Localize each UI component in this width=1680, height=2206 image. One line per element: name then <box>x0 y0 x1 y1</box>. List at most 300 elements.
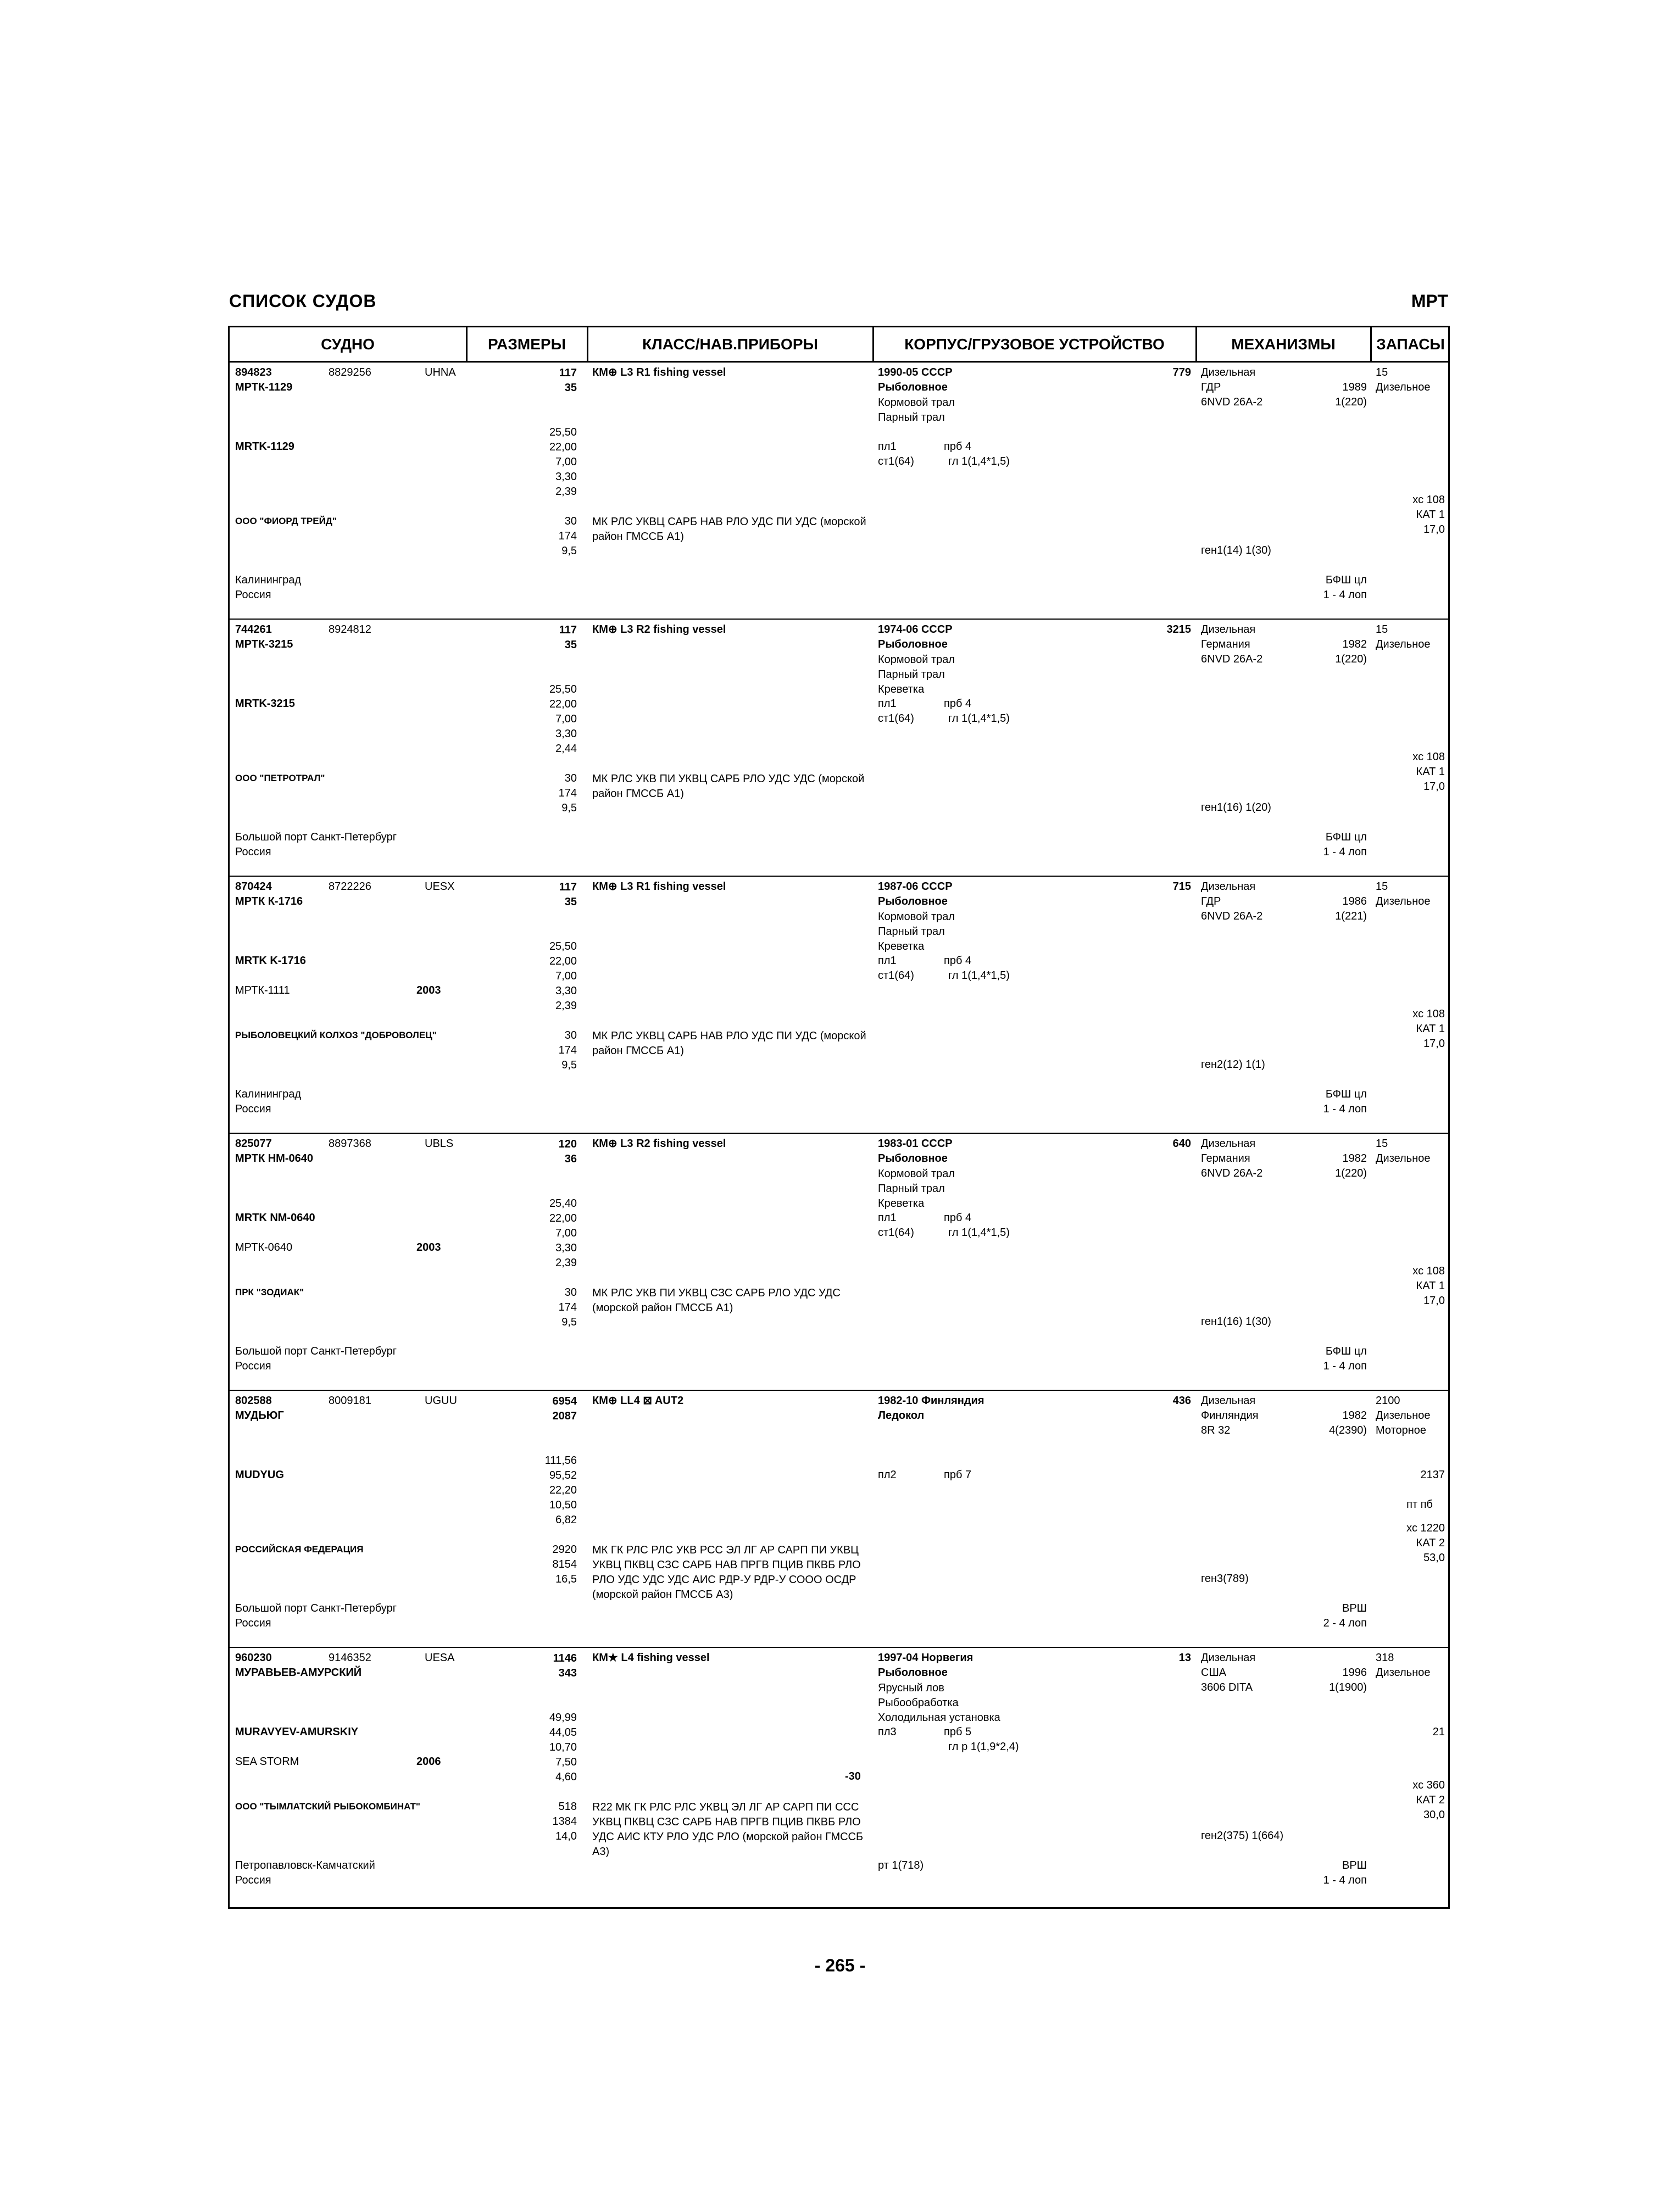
holds: ст1(64) <box>878 712 914 725</box>
engine-country: ГДР <box>1201 895 1221 907</box>
autonomy-list <box>1372 493 1445 537</box>
displacement: 174 <box>558 787 577 799</box>
vessel-record <box>230 1134 1448 1391</box>
flag-country: Россия <box>235 1617 271 1629</box>
reg-number: 870424 <box>235 881 272 893</box>
page-header-title: СПИСОК СУДОВ <box>229 291 377 311</box>
owner: РОССИЙСКАЯ ФЕДЕРАЦИЯ <box>235 1544 364 1555</box>
page-number: - 265 - <box>814 1956 866 1975</box>
engine-model: 8R 32 <box>1201 1424 1231 1436</box>
autonomy-item: хс 108 <box>1412 1008 1445 1020</box>
net-tonnage: 35 <box>564 639 577 651</box>
length-pp: 22,00 <box>549 441 577 453</box>
draught: 4,60 <box>555 1771 577 1783</box>
holds-extra: гл 1(1,4*1,5) <box>948 455 1010 467</box>
autonomy-list <box>1372 1778 1445 1823</box>
vessel-name-lat: MURAVYEV-AMURSKIY <box>235 1726 359 1738</box>
fuel-type: Дизельное <box>1376 1667 1431 1679</box>
fishing-gear-item: Ярусный лов <box>878 1682 944 1694</box>
imo-number: 8897368 <box>329 1138 371 1150</box>
class-notation: КМ⊕ L3 R2 fishing vessel <box>592 1138 726 1150</box>
propeller: БФШ цл <box>1325 831 1367 843</box>
vessel-type: Ледокол <box>878 1410 925 1422</box>
deadweight: 2920 <box>552 1544 577 1556</box>
water-supply-extra: пт пб <box>1406 1498 1433 1511</box>
vessel-type: Рыболовное <box>878 638 948 650</box>
home-port: Большой порт Санкт-Петербург <box>235 1345 397 1357</box>
column-divider <box>1196 327 1197 363</box>
vessel-name-ru: МРТК-3215 <box>235 638 293 650</box>
engine-country: ГДР <box>1201 381 1221 393</box>
displacement: 174 <box>558 1301 577 1313</box>
generators: ген2(12) 1(1) <box>1201 1059 1265 1071</box>
breadth: 7,00 <box>555 713 577 725</box>
navigation-equipment: МК РЛС УКВ ПИ УКВЦ САРБ РЛО УДС УДС (морской район ГМССБ А1) <box>592 773 865 800</box>
dimensions-list <box>467 1394 577 1587</box>
speed-knots: 9,5 <box>561 545 577 557</box>
draught: 2,44 <box>555 743 577 755</box>
home-port: Калининград <box>235 574 302 586</box>
hatches: пл2 <box>878 1469 897 1481</box>
class-notation: КМ⊕ L3 R1 fishing vessel <box>592 881 726 893</box>
call-sign: UESX <box>425 881 455 893</box>
reg-number: 960230 <box>235 1652 272 1664</box>
generators: ген2(375) 1(664) <box>1201 1830 1284 1842</box>
breadth: 22,20 <box>549 1484 577 1496</box>
holds: ст1(64) <box>878 455 914 467</box>
build-year-country: 1982-10 Финляндия <box>878 1395 984 1407</box>
engine-year: 1982 <box>1342 1410 1367 1422</box>
hatches: пл1 <box>878 441 897 453</box>
vessel-name-ru: МУДЬЮГ <box>235 1410 284 1422</box>
autonomy-item: хс 108 <box>1412 494 1445 506</box>
col-header-vessel: СУДНО <box>230 327 467 361</box>
dimensions-list <box>467 623 577 816</box>
fishing-gear-item: Кормовой трал <box>878 654 955 666</box>
owner: ПРК "ЗОДИАК" <box>235 1287 304 1297</box>
autonomy-item: хс 108 <box>1412 1265 1445 1277</box>
length-overall: 49,99 <box>549 1712 577 1724</box>
gross-tonnage: 1146 <box>553 1652 577 1664</box>
length-pp: 95,52 <box>549 1469 577 1481</box>
autonomy-list <box>1372 750 1445 794</box>
speed-knots: 9,5 <box>561 1316 577 1328</box>
fishing-gear-item: Рыбообработка <box>878 1697 959 1709</box>
call-sign: UGUU <box>425 1395 457 1407</box>
engine-type: Дизельная <box>1201 881 1256 893</box>
deadweight-hull: 640 <box>1172 1138 1191 1150</box>
hatches-extra: прб 4 <box>944 698 972 710</box>
engine-power: 1(220) <box>1335 653 1367 665</box>
generators: ген1(14) 1(30) <box>1201 544 1271 556</box>
autonomy-item: КАТ 1 <box>1416 1023 1445 1035</box>
length-overall: 111,56 <box>544 1455 577 1467</box>
column-divider <box>466 327 468 363</box>
fishing-gear-list <box>878 1681 1000 1725</box>
fishing-gear-list <box>878 395 955 425</box>
owner: ООО "ТЫМЛАТСКИЙ РЫБОКОМБИНАТ" <box>235 1801 420 1812</box>
generators: ген1(16) 1(20) <box>1201 801 1271 814</box>
fishing-gear-item: Кормовой трал <box>878 1168 955 1180</box>
autonomy-item: 17,0 <box>1423 1295 1445 1307</box>
autonomy-item: КАТ 2 <box>1416 1537 1445 1549</box>
water-supply: 2137 <box>1420 1469 1445 1481</box>
draught: 2,39 <box>555 486 577 498</box>
engine-country: Германия <box>1201 1152 1250 1165</box>
vessel-type: Рыболовное <box>878 381 948 393</box>
depth: 7,50 <box>555 1756 577 1768</box>
autonomy-item: 53,0 <box>1423 1552 1445 1564</box>
engine-model: 6NVD 26A-2 <box>1201 1167 1263 1179</box>
engine-power: 1(1900) <box>1329 1681 1367 1694</box>
engine-type: Дизельная <box>1201 366 1256 378</box>
flag-country: Россия <box>235 589 271 601</box>
vessel-record <box>230 620 1448 877</box>
hatches: пл1 <box>878 698 897 710</box>
class-notation: КМ★ L4 fishing vessel <box>592 1652 710 1664</box>
propeller-blades: 1 - 4 лоп <box>1323 846 1367 858</box>
vessel-record <box>230 1648 1448 1905</box>
class-notation: КМ⊕ LL4 ⊠ AUT2 <box>592 1395 684 1407</box>
class-notation: КМ⊕ L3 R1 fishing vessel <box>592 366 726 378</box>
water-supply: 21 <box>1432 1726 1445 1738</box>
fuel-quantity: 15 <box>1376 881 1388 893</box>
depth: 10,50 <box>549 1499 577 1511</box>
vessel-name-ru: МРТК НМ-0640 <box>235 1152 313 1165</box>
reg-number: 744261 <box>235 623 272 636</box>
engine-year: 1989 <box>1342 381 1367 393</box>
propeller: БФШ цл <box>1325 1345 1367 1357</box>
previous-name-year: 2003 <box>416 1241 441 1254</box>
column-divider <box>873 327 874 363</box>
previous-name: МРТК-0640 <box>235 1241 293 1254</box>
imo-number: 8009181 <box>329 1395 371 1407</box>
deadweight: 518 <box>558 1801 577 1813</box>
net-tonnage: 343 <box>558 1667 577 1679</box>
engine-year: 1982 <box>1342 1152 1367 1165</box>
length-overall: 25,50 <box>549 940 577 952</box>
fishing-gear-item: Парный трал <box>878 1183 945 1195</box>
depth: 3,30 <box>555 985 577 997</box>
net-tonnage: 35 <box>564 382 577 394</box>
fishing-gear-item: Креветка <box>878 940 925 952</box>
hatches-extra: прб 4 <box>944 1212 972 1224</box>
page-header-section: МРТ <box>1411 291 1448 311</box>
owner: РЫБОЛОВЕЦКИЙ КОЛХОЗ "ДОБРОВОЛЕЦ" <box>235 1030 437 1040</box>
fuel-quantity: 15 <box>1376 623 1388 636</box>
length-pp: 22,00 <box>549 1212 577 1224</box>
navigation-equipment: МК ГК РЛС РЛС УКВ РСС ЭЛ ЛГ АР САРП ПИ УКВЦ УКВЦ ПКВЦ СЗС САРБ НАВ ПРГВ ПЦИВ ПКВБ РЛО РЛО УДС УДС УДС АИС РДР-У РДР-У СООО ОСДР (морской район ГМССБ А3) <box>592 1544 861 1601</box>
length-pp: 22,00 <box>549 698 577 710</box>
engine-type: Дизельная <box>1201 623 1256 636</box>
autonomy-item: 17,0 <box>1423 523 1445 536</box>
displacement: 174 <box>558 530 577 542</box>
col-header-machinery: МЕХАНИЗМЫ <box>1197 327 1371 361</box>
propeller: ВРШ <box>1342 1859 1367 1871</box>
breadth: 10,70 <box>549 1741 577 1753</box>
vessel-type: Рыболовное <box>878 895 948 907</box>
fishing-gear-item: Парный трал <box>878 669 945 681</box>
column-divider <box>1371 327 1372 363</box>
fishing-gear-item: Кормовой трал <box>878 397 955 409</box>
deadweight-hull: 715 <box>1172 881 1191 893</box>
holds-extra: гл 1(1,4*1,5) <box>948 712 1010 725</box>
depth: 3,30 <box>555 471 577 483</box>
call-sign: UBLS <box>425 1138 454 1150</box>
imo-number: 8722226 <box>329 881 371 893</box>
engine-year: 1982 <box>1342 638 1367 650</box>
hatches: пл1 <box>878 955 897 967</box>
vessel-name-ru: МРТК К-1716 <box>235 895 303 907</box>
engine-model: 6NVD 26A-2 <box>1201 910 1263 922</box>
engine-country: Германия <box>1201 638 1250 650</box>
net-tonnage: 2087 <box>552 1410 577 1422</box>
fuel-type-secondary: Моторное <box>1376 1424 1427 1436</box>
vessel-name-ru: МРТК-1129 <box>235 381 293 393</box>
fishing-gear-item: Парный трал <box>878 926 945 938</box>
autonomy-item: 30,0 <box>1423 1809 1445 1821</box>
flag-country: Россия <box>235 1360 271 1372</box>
autonomy-list <box>1372 1264 1445 1308</box>
deadweight: 30 <box>564 772 577 784</box>
vessel-name-lat: MRTK K-1716 <box>235 955 306 967</box>
fishing-gear-item: Парный трал <box>878 411 945 424</box>
propeller: ВРШ <box>1342 1602 1367 1614</box>
hatches: пл1 <box>878 1212 897 1224</box>
autonomy-item: КАТ 1 <box>1416 1280 1445 1292</box>
holds: ст1(64) <box>878 970 914 982</box>
column-divider <box>587 327 588 363</box>
flag-country: Россия <box>235 1103 271 1115</box>
propeller: БФШ цл <box>1325 574 1367 586</box>
length-overall: 25,50 <box>549 426 577 438</box>
build-year-country: 1987-06 СССР <box>878 881 953 893</box>
engine-country: Финляндия <box>1201 1410 1259 1422</box>
navigation-equipment: R22 МК ГК РЛС РЛС УКВЦ ЭЛ ЛГ АР САРП ПИ ССС УКВЦ ПКВЦ СЗС САРБ НАВ ПРГВ ПЦИВ ПКВБ РЛО УДС АИС КТУ РЛО УДС РЛО (морской район ГМССБ А3) <box>592 1801 864 1858</box>
autonomy-list <box>1372 1007 1445 1051</box>
draught: 2,39 <box>555 1257 577 1269</box>
displacement: 1384 <box>552 1815 577 1828</box>
build-year-country: 1997-04 Норвегия <box>878 1652 973 1664</box>
build-year-country: 1974-06 СССР <box>878 623 953 636</box>
depth: 3,30 <box>555 1242 577 1254</box>
deadweight-hull: 3215 <box>1166 623 1191 636</box>
reg-number: 825077 <box>235 1138 272 1150</box>
autonomy-item: хс 360 <box>1412 1779 1445 1791</box>
speed-knots: 9,5 <box>561 802 577 814</box>
previous-name-year: 2006 <box>416 1756 441 1768</box>
class-notation: КМ⊕ L3 R2 fishing vessel <box>592 623 726 636</box>
gross-tonnage: 117 <box>559 367 577 379</box>
fuel-type: Дизельное <box>1376 1152 1431 1165</box>
gross-tonnage: 117 <box>559 881 577 893</box>
flag-country: Россия <box>235 1874 271 1886</box>
call-sign: UHNA <box>425 366 456 378</box>
speed-knots: 14,0 <box>555 1830 577 1842</box>
fishing-gear-item: Кормовой трал <box>878 911 955 923</box>
vessel-name-lat: MRTK-1129 <box>235 441 294 453</box>
breadth: 7,00 <box>555 970 577 982</box>
hatches-extra: прб 5 <box>944 1726 972 1738</box>
deadweight-hull: 779 <box>1172 366 1191 378</box>
vessel-record <box>230 1391 1448 1648</box>
length-pp: 22,00 <box>549 955 577 967</box>
fishing-gear-list <box>878 1167 955 1211</box>
fuel-type: Дизельное <box>1376 381 1431 393</box>
fishing-gear-list <box>878 653 955 697</box>
engine-power: 1(220) <box>1335 1167 1367 1179</box>
net-tonnage: 36 <box>564 1153 577 1165</box>
fuel-quantity: 15 <box>1376 366 1388 378</box>
reg-number: 802588 <box>235 1395 272 1407</box>
holds-extra: гл 1(1,4*1,5) <box>948 970 1010 982</box>
deadweight: 30 <box>564 1029 577 1041</box>
fuel-type: Дизельное <box>1376 1410 1431 1422</box>
home-port: Большой порт Санкт-Петербург <box>235 1602 397 1614</box>
hatches-extra: прб 4 <box>944 441 972 453</box>
autonomy-item: КАТ 2 <box>1416 1794 1445 1806</box>
imo-number: 9146352 <box>329 1652 371 1664</box>
col-header-supplies: ЗАПАСЫ <box>1376 336 1445 353</box>
draught: 6,82 <box>555 1514 577 1526</box>
hatches: пл3 <box>878 1726 897 1738</box>
engine-model: 3606 DITA <box>1201 1681 1253 1694</box>
engine-power: 4(2390) <box>1329 1424 1367 1436</box>
propeller-blades: 2 - 4 лоп <box>1323 1617 1367 1629</box>
engine-power: 1(221) <box>1335 910 1367 922</box>
autonomy-item: КАТ 1 <box>1416 766 1445 778</box>
autonomy-item: хс 1220 <box>1406 1522 1445 1534</box>
net-tonnage: 35 <box>564 896 577 908</box>
imo-number: 8924812 <box>329 623 371 636</box>
autonomy-item: хс 108 <box>1412 751 1445 763</box>
imo-number: 8829256 <box>329 366 371 378</box>
vessel-name-lat: MUDYUG <box>235 1469 284 1481</box>
fuel-quantity: 15 <box>1376 1138 1388 1150</box>
holds-extra: гл р 1(1,9*2,4) <box>948 1741 1019 1753</box>
fishing-gear-item: Креветка <box>878 683 925 695</box>
fuel-type: Дизельное <box>1376 638 1431 650</box>
speed-knots: 9,5 <box>561 1059 577 1071</box>
engine-power: 1(220) <box>1335 396 1367 408</box>
ship-list-table <box>228 326 1450 1909</box>
build-year-country: 1990-05 СССР <box>878 366 953 378</box>
col-header-hull: КОРПУС/ГРУЗОВОЕ УСТРОЙСТВО <box>874 327 1197 361</box>
generators: ген1(16) 1(30) <box>1201 1316 1271 1328</box>
length-pp: 44,05 <box>549 1726 577 1739</box>
speed-knots: 16,5 <box>555 1573 577 1585</box>
home-port: Калининград <box>235 1088 302 1100</box>
hatches-extra: прб 7 <box>944 1469 972 1481</box>
length-overall: 25,50 <box>549 683 577 695</box>
dimensions-list <box>467 880 577 1073</box>
owner: ООО "ФИОРД ТРЕЙД" <box>235 516 337 526</box>
breadth: 7,00 <box>555 456 577 468</box>
propeller: БФШ цл <box>1325 1088 1367 1100</box>
build-year-country: 1983-01 СССР <box>878 1138 953 1150</box>
vessel-type: Рыболовное <box>878 1667 948 1679</box>
generators: ген3(789) <box>1201 1573 1249 1585</box>
fuel-quantity: 318 <box>1376 1652 1394 1664</box>
dimensions-list <box>467 1137 577 1330</box>
gross-tonnage: 6954 <box>552 1395 577 1407</box>
engine-model: 6NVD 26A-2 <box>1201 653 1263 665</box>
navigation-equipment: МК РЛС УКВЦ САРБ НАВ РЛО УДС ПИ УДС (морской район ГМССБ А1) <box>592 516 866 543</box>
holds-extra: гл 1(1,4*1,5) <box>948 1227 1010 1239</box>
displacement: 174 <box>558 1044 577 1056</box>
refrigeration: рт 1(718) <box>878 1859 924 1871</box>
engine-country: США <box>1201 1667 1227 1679</box>
fishing-gear-item: Креветка <box>878 1197 925 1210</box>
flag-country: Россия <box>235 846 271 858</box>
autonomy-list <box>1372 1521 1445 1566</box>
engine-type: Дизельная <box>1201 1395 1256 1407</box>
autonomy-item: 17,0 <box>1423 781 1445 793</box>
fishing-gear-list <box>878 910 955 954</box>
owner: ООО "ПЕТРОТРАЛ" <box>235 773 325 783</box>
depth: 3,30 <box>555 728 577 740</box>
breadth: 7,00 <box>555 1227 577 1239</box>
class-extra: -30 <box>845 1770 861 1782</box>
vessel-type: Рыболовное <box>878 1152 948 1165</box>
home-port: Петропавловск-Камчатский <box>235 1859 375 1871</box>
engine-year: 1996 <box>1342 1667 1367 1679</box>
vessel-name-lat: MRTK NM-0640 <box>235 1212 315 1224</box>
table-header <box>230 327 1448 363</box>
call-sign: UESA <box>425 1652 455 1664</box>
deadweight-hull: 436 <box>1172 1395 1191 1407</box>
vessel-record <box>230 363 1448 620</box>
engine-model: 6NVD 26A-2 <box>1201 396 1263 408</box>
deadweight-hull: 13 <box>1178 1652 1191 1664</box>
previous-name-year: 2003 <box>416 984 441 996</box>
fuel-type: Дизельное <box>1376 895 1431 907</box>
dimensions-list <box>467 1651 577 1844</box>
vessel-record <box>230 877 1448 1134</box>
draught: 2,39 <box>555 1000 577 1012</box>
vessel-name-ru: МУРАВЬЕВ-АМУРСКИЙ <box>235 1667 362 1679</box>
length-overall: 25,40 <box>549 1197 577 1210</box>
engine-year: 1986 <box>1342 895 1367 907</box>
autonomy-item: 17,0 <box>1423 1038 1445 1050</box>
propeller-blades: 1 - 4 лоп <box>1323 589 1367 601</box>
previous-name: SEA STORM <box>235 1756 299 1768</box>
autonomy-item: КАТ 1 <box>1416 509 1445 521</box>
fishing-gear-item: Холодильная установка <box>878 1712 1000 1724</box>
fuel-quantity: 2100 <box>1376 1395 1400 1407</box>
reg-number: 894823 <box>235 366 272 378</box>
col-header-class: КЛАСС/НАВ.ПРИБОРЫ <box>588 327 874 361</box>
deadweight: 30 <box>564 1286 577 1299</box>
propeller-blades: 1 - 4 лоп <box>1323 1360 1367 1372</box>
col-header-dimensions: РАЗМЕРЫ <box>467 327 588 361</box>
engine-type: Дизельная <box>1201 1138 1256 1150</box>
deadweight: 30 <box>564 515 577 527</box>
vessel-name-lat: MRTK-3215 <box>235 698 295 710</box>
gross-tonnage: 117 <box>559 624 577 636</box>
navigation-equipment: МК РЛС УКВЦ САРБ НАВ РЛО УДС ПИ УДС (морской район ГМССБ А1) <box>592 1030 866 1057</box>
previous-name: МРТК-1111 <box>235 984 290 996</box>
holds: ст1(64) <box>878 1227 914 1239</box>
engine-type: Дизельная <box>1201 1652 1256 1664</box>
home-port: Большой порт Санкт-Петербург <box>235 831 397 843</box>
propeller-blades: 1 - 4 лоп <box>1323 1874 1367 1886</box>
displacement: 8154 <box>552 1558 577 1570</box>
dimensions-list <box>467 366 577 559</box>
navigation-equipment: МК РЛС УКВ ПИ УКВЦ СЗС САРБ РЛО УДС УДС (морской район ГМССБ А1) <box>592 1287 841 1314</box>
hatches-extra: прб 4 <box>944 955 972 967</box>
gross-tonnage: 120 <box>558 1138 577 1150</box>
